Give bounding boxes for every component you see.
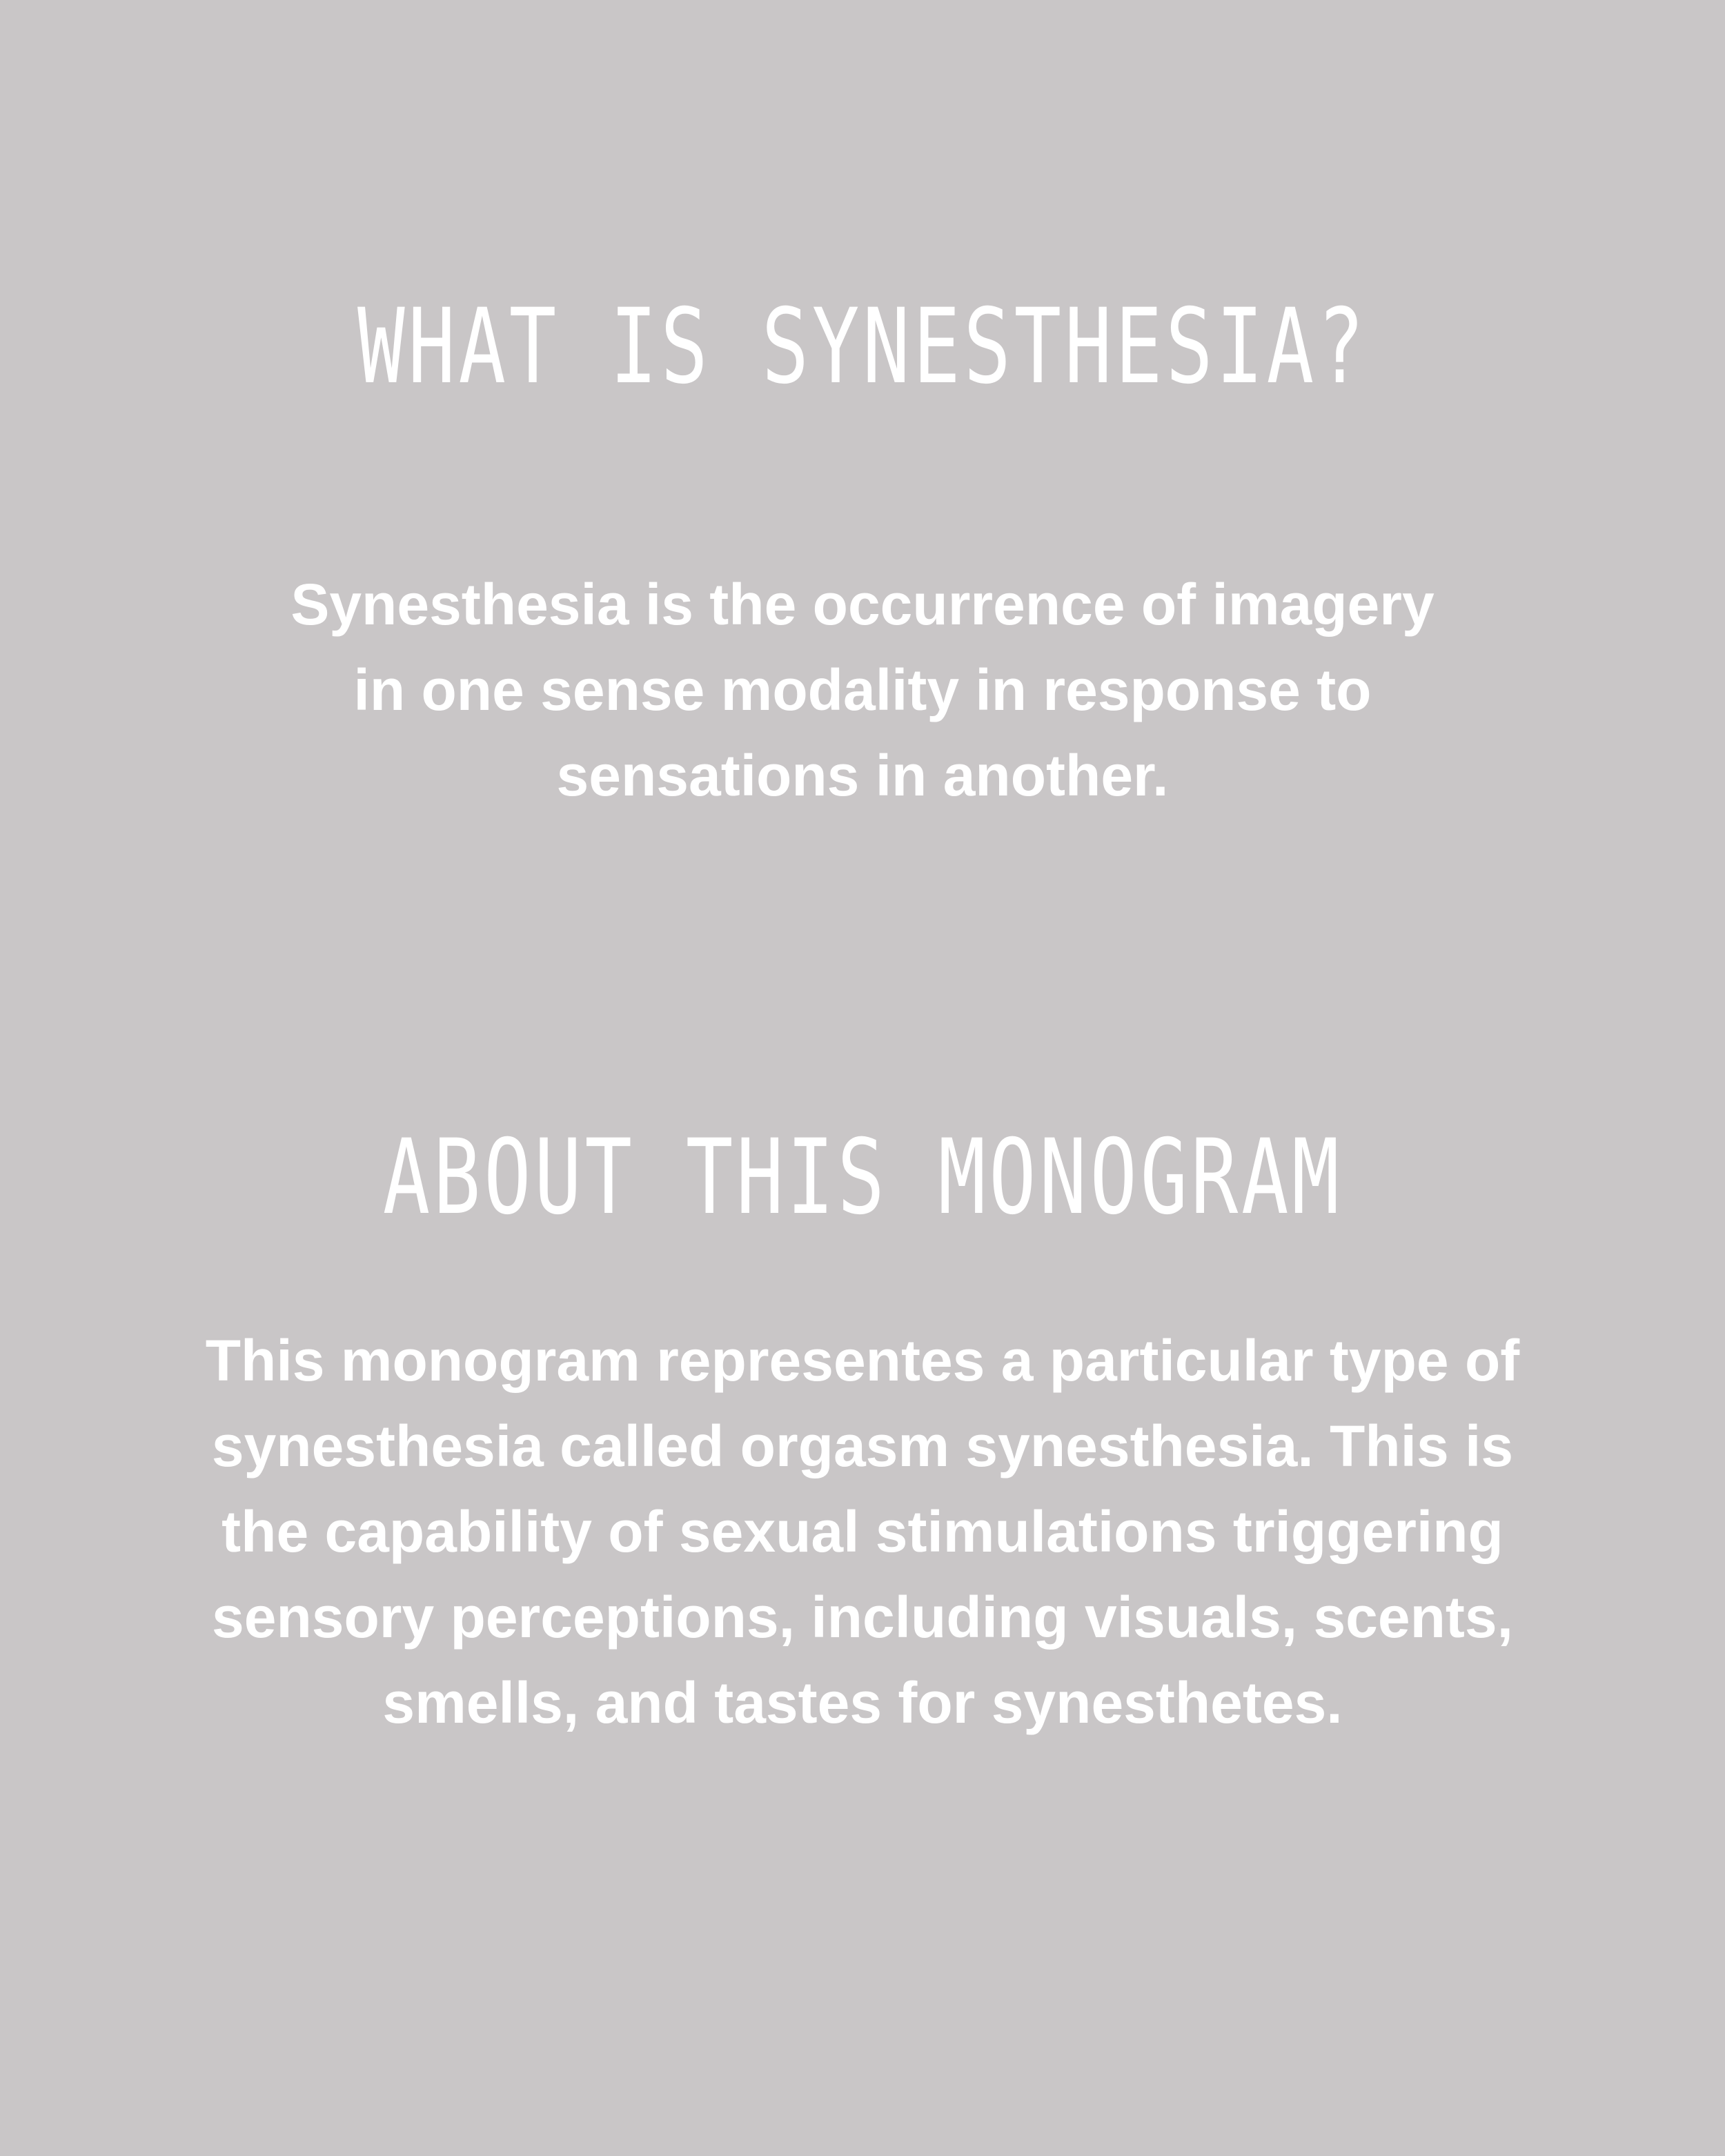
paragraph-line: sensations in another. <box>556 743 1169 808</box>
monogram-description-paragraph <box>69 1318 1656 1745</box>
what-is-synesthesia-heading: WHAT IS SYNESTHESIA? <box>357 287 1368 407</box>
synesthesia-definition-paragraph <box>172 562 1552 818</box>
paragraph-line: in one sense modality in response to <box>353 657 1372 722</box>
about-this-monogram-heading: ABOUT THIS MONOGRAM <box>382 1118 1343 1238</box>
paragraph-line: the capability of sexual stimulations triggering <box>221 1499 1504 1564</box>
paragraph-line: synesthesia called orgasm synesthesia. This is <box>211 1414 1514 1478</box>
paragraph-line: Synesthesia is the occurrence of imagery <box>290 572 1435 637</box>
paragraph-line: smells, and tastes for synesthetes. <box>382 1670 1343 1735</box>
paragraph-line: sensory perceptions, including visuals, scents, <box>212 1585 1513 1650</box>
paragraph-line: This monogram representes a particular type of <box>205 1328 1520 1393</box>
